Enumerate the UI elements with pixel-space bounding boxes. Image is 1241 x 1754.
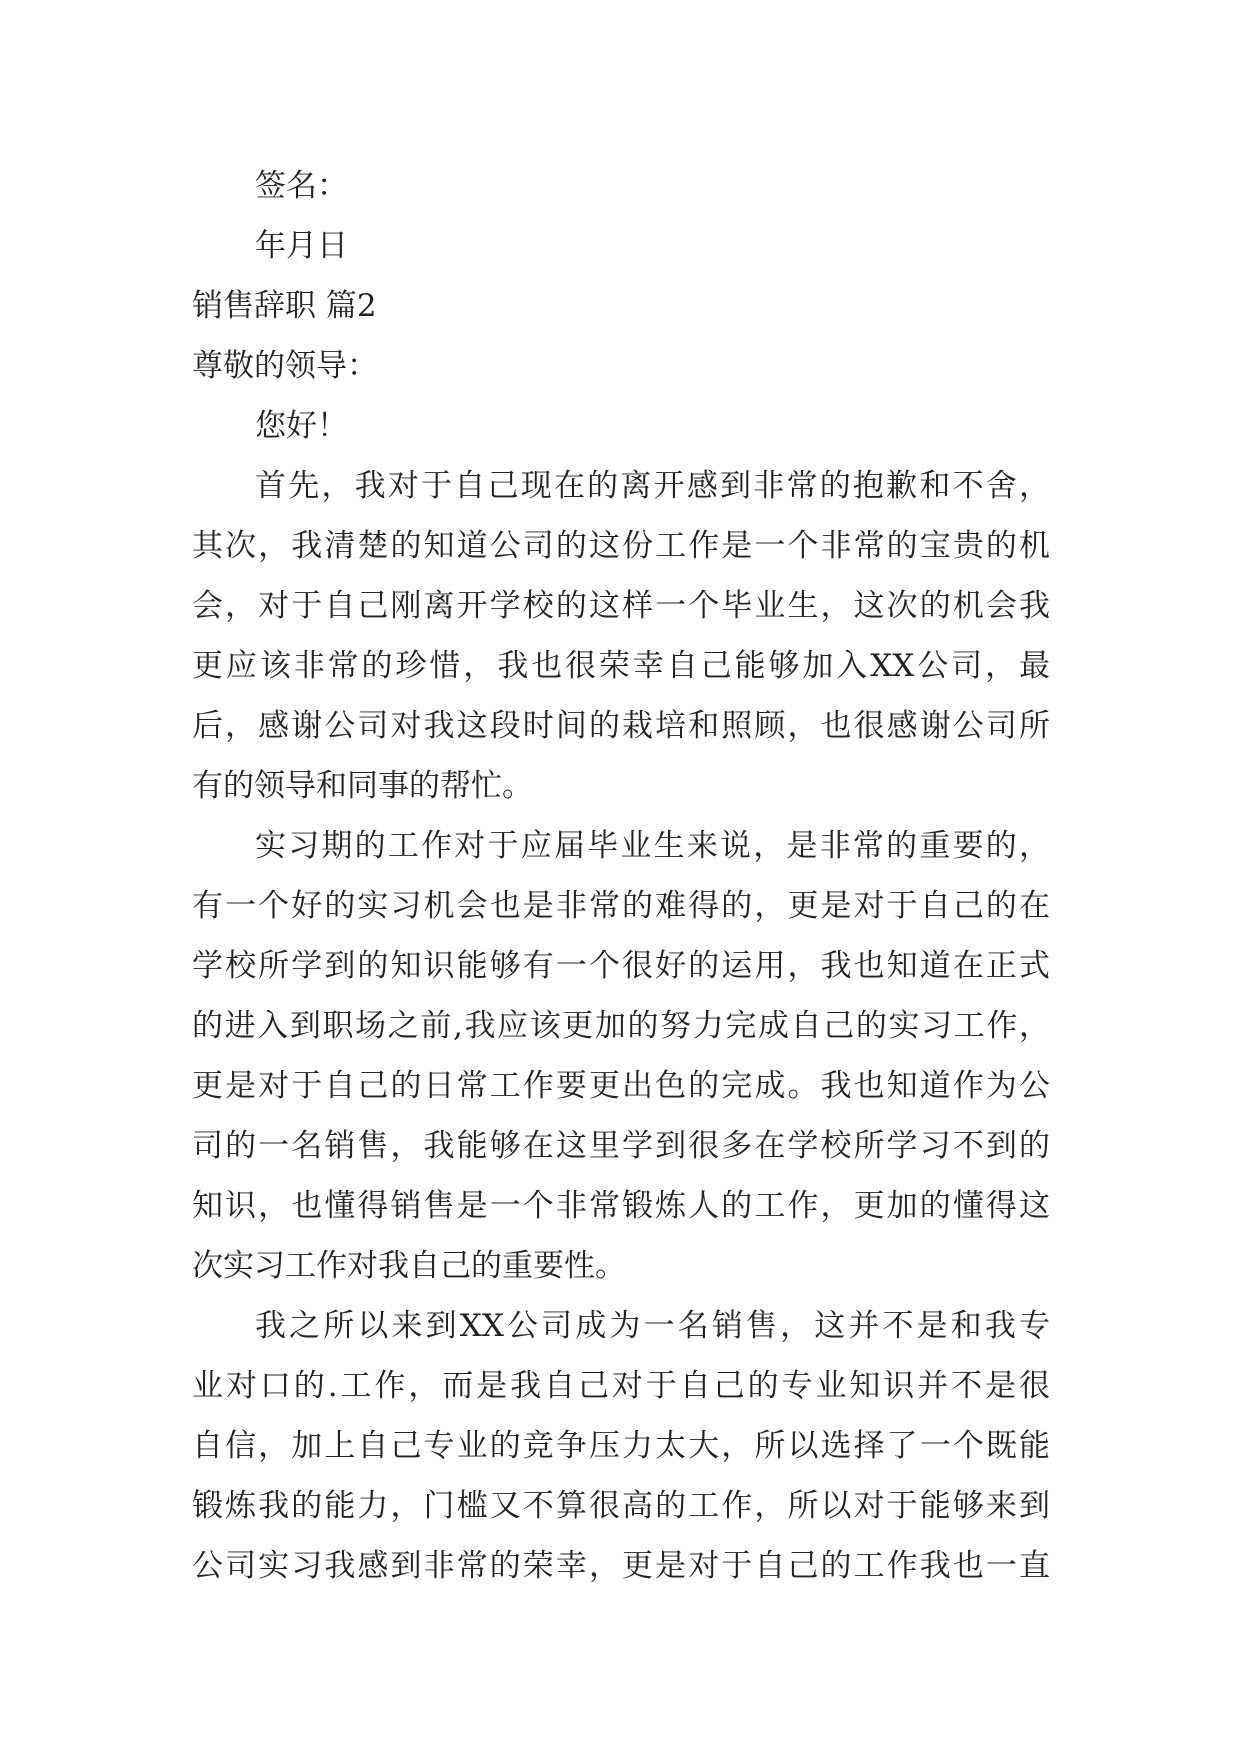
paragraph-line: 知识，也懂得销售是一个非常锻炼人的工作，更加的懂得这 bbox=[192, 1188, 1050, 1224]
paragraph-line: 我之所以来到XX公司成为一名销售，这并不是和我专 bbox=[255, 1308, 1050, 1344]
paragraph-line: 锻炼我的能力，门槛又不算很高的工作，所以对于能够来到 bbox=[192, 1488, 1050, 1524]
signature-label: 签名： bbox=[255, 168, 348, 204]
paragraph-line: 司的一名销售，我能够在这里学到很多在学校所学习不到的 bbox=[192, 1128, 1050, 1164]
paragraph-line: 会，对于自己刚离开学校的这样一个毕业生，这次的机会我 bbox=[192, 588, 1050, 624]
paragraph-line: 更应该非常的珍惜，我也很荣幸自己能够加入XX公司，最 bbox=[192, 648, 1050, 684]
greeting: 您好！ bbox=[255, 408, 348, 444]
paragraph-line: 有一个好的实习机会也是非常的难得的，更是对于自己的在 bbox=[192, 888, 1050, 924]
date-label: 年月日 bbox=[255, 228, 348, 264]
paragraph-line: 实习期的工作对于应届毕业生来说，是非常的重要的， bbox=[255, 828, 1050, 864]
paragraph-line: 次实习工作对我自己的重要性。 bbox=[192, 1248, 626, 1284]
paragraph-line: 公司实习我感到非常的荣幸，更是对于自己的工作我也一直 bbox=[192, 1548, 1050, 1584]
paragraph-line: 其次，我清楚的知道公司的这份工作是一个非常的宝贵的机 bbox=[192, 528, 1050, 564]
paragraph-line: 自信，加上自己专业的竞争压力太大，所以选择了一个既能 bbox=[192, 1428, 1050, 1464]
section-title: 销售辞职 篇2 bbox=[192, 288, 377, 324]
paragraph-line: 有的领导和同事的帮忙。 bbox=[192, 768, 533, 804]
paragraph-line: 后，感谢公司对我这段时间的栽培和照顾，也很感谢公司所 bbox=[192, 708, 1050, 744]
paragraph-line: 更是对于自己的日常工作要更出色的完成。我也知道作为公 bbox=[192, 1068, 1050, 1104]
paragraph-line: 学校所学到的知识能够有一个很好的运用，我也知道在正式 bbox=[192, 948, 1050, 984]
salutation: 尊敬的领导： bbox=[192, 348, 378, 384]
paragraph-line: 的进入到职场之前,我应该更加的努力完成自己的实习工作， bbox=[192, 1008, 1050, 1044]
paragraph-line: 业对口的.工作，而是我自己对于自己的专业知识并不是很 bbox=[192, 1368, 1050, 1404]
paragraph-line: 首先，我对于自己现在的离开感到非常的抱歉和不舍， bbox=[255, 468, 1050, 504]
